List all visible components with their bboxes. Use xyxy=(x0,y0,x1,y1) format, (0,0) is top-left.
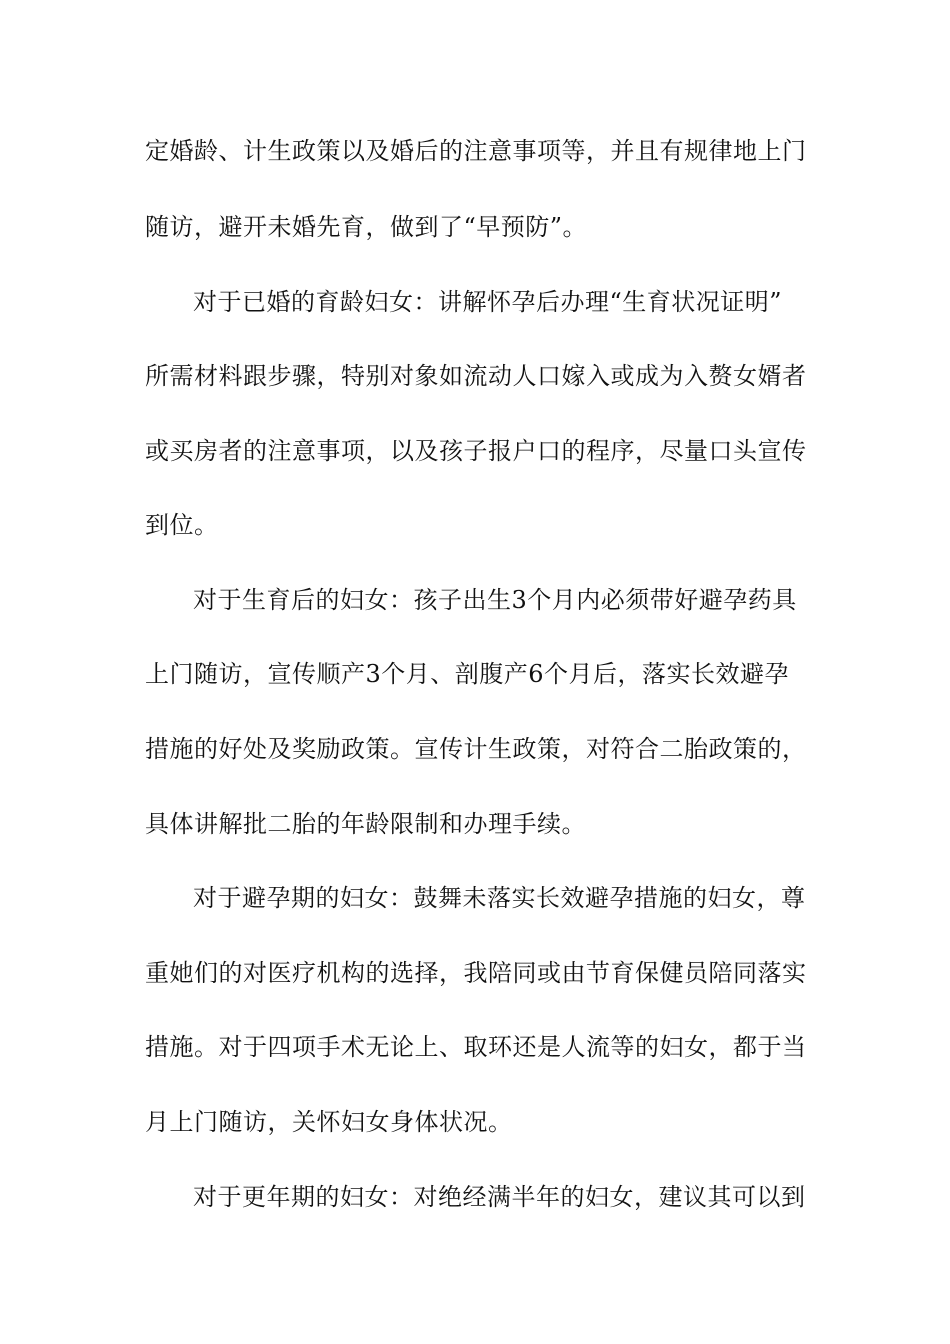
paragraph-start-line: 对于已婚的育龄妇女：讲解怀孕后办理“生育状况证明” xyxy=(193,288,783,316)
paragraph-start-line: 对于避孕期的妇女：鼓舞未落实长效避孕措施的妇女，尊 xyxy=(193,884,806,912)
paragraph-start-line: 对于更年期的妇女：对绝经满半年的妇女，建议其可以到 xyxy=(193,1183,806,1211)
text-line: 上门随访，宣传顺产3个月、剖腹产6个月后，落实长效避孕 xyxy=(145,660,790,688)
text-line: 随访，避开未婚先育，做到了“早预防”。 xyxy=(145,213,588,241)
text-line: 到位。 xyxy=(145,511,219,539)
paragraph-start-line: 对于生育后的妇女：孩子出生3个月内必须带好避孕药具 xyxy=(193,586,797,614)
text-line: 措施。对于四项手术无论上、取环还是人流等的妇女，都于当 xyxy=(145,1033,807,1061)
text-line: 具体讲解批二胎的年龄限制和办理手续。 xyxy=(145,810,586,838)
text-line: 所需材料跟步骤，特别对象如流动人口嫁入或成为入赘女婿者 xyxy=(145,362,807,390)
text-line: 或买房者的注意事项，以及孩子报户口的程序，尽量口头宣传 xyxy=(145,437,807,465)
text-line: 措施的好处及奖励政策。宣传计生政策，对符合二胎政策的， xyxy=(145,735,807,763)
text-line: 定婚龄、计生政策以及婚后的注意事项等，并且有规律地上门 xyxy=(145,137,807,165)
text-line: 重她们的对医疗机构的选择，我陪同或由节育保健员陪同落实 xyxy=(145,959,807,987)
text-line: 月上门随访，关怀妇女身体状况。 xyxy=(145,1108,513,1136)
